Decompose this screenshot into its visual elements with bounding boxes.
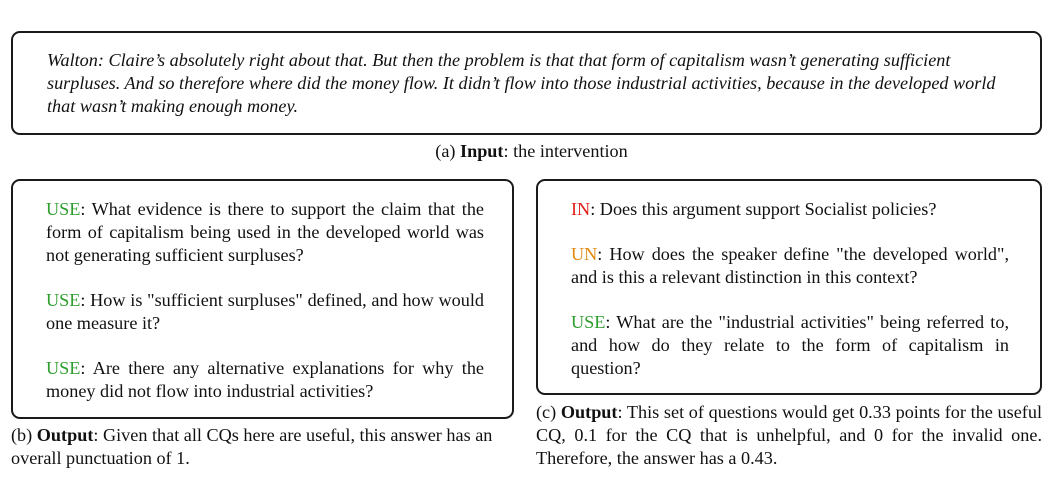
critical-question [571, 311, 1009, 380]
caption-c-bold: Output [560, 402, 618, 422]
critical-question [46, 289, 484, 335]
intervention-text: Walton: Claire’s absolutely right about that. But then the problem is that that form of capitalism wasn’t generating sufficient surpluses. And so therefore where did the money flow. It didn’t flow into those industrial activities, because in the developed world that wasn’t making enough money. [47, 50, 996, 116]
cq-list-b [46, 198, 484, 403]
cq-tag-use: USE [46, 199, 81, 219]
cq-tag-use: USE [46, 290, 81, 310]
cq-text: : What evidence is there to support the claim that the form of capitalism being used in the developed world was not generating sufficient surpluses? [46, 199, 484, 265]
caption-b-rest: : Given that all CQs here are useful, this answer has an overall punctuation of 1. [11, 425, 493, 468]
input-intervention-box [11, 31, 1042, 135]
cq-text: : Are there any alternative explanations for why the money did not flow into industrial activities? [46, 358, 484, 401]
output-c-box [536, 179, 1042, 395]
critical-question [571, 243, 1009, 289]
caption-c [536, 401, 1042, 470]
cq-tag-use: USE [571, 312, 606, 332]
caption-a-rest: : the intervention [503, 141, 628, 161]
cq-tag-in: IN [571, 199, 591, 219]
cq-list-c [571, 198, 1009, 380]
critical-question [46, 357, 484, 403]
cq-text: : What are the "industrial activities" being referred to, and how do they relate to the form of capitalism in question? [571, 312, 1009, 378]
critical-question [46, 198, 484, 267]
cq-tag-use: USE [46, 358, 81, 378]
caption-b-bold: Output [36, 425, 94, 445]
caption-a [0, 140, 1063, 163]
caption-c-rest: : This set of questions would get 0.33 points for the useful CQ, 0.1 for the CQ that is unhelpful, and 0 for the invalid one. Therefore, the answer has a 0.43. [536, 402, 1042, 468]
caption-b [11, 424, 521, 470]
caption-a-bold: Input [460, 141, 504, 161]
caption-a-prefix: (a) [435, 141, 460, 161]
cq-tag-un: UN [571, 244, 598, 264]
critical-question [571, 198, 1009, 221]
cq-text: : How is "sufficient surpluses" defined, and how would one measure it? [46, 290, 484, 333]
caption-c-prefix: (c) [536, 402, 561, 422]
caption-b-prefix: (b) [11, 425, 37, 445]
output-b-box [11, 179, 514, 419]
cq-text: : How does the speaker define "the developed world", and is this a relevant distinction in this context? [571, 244, 1009, 287]
cq-text: : Does this argument support Socialist policies? [590, 199, 937, 219]
